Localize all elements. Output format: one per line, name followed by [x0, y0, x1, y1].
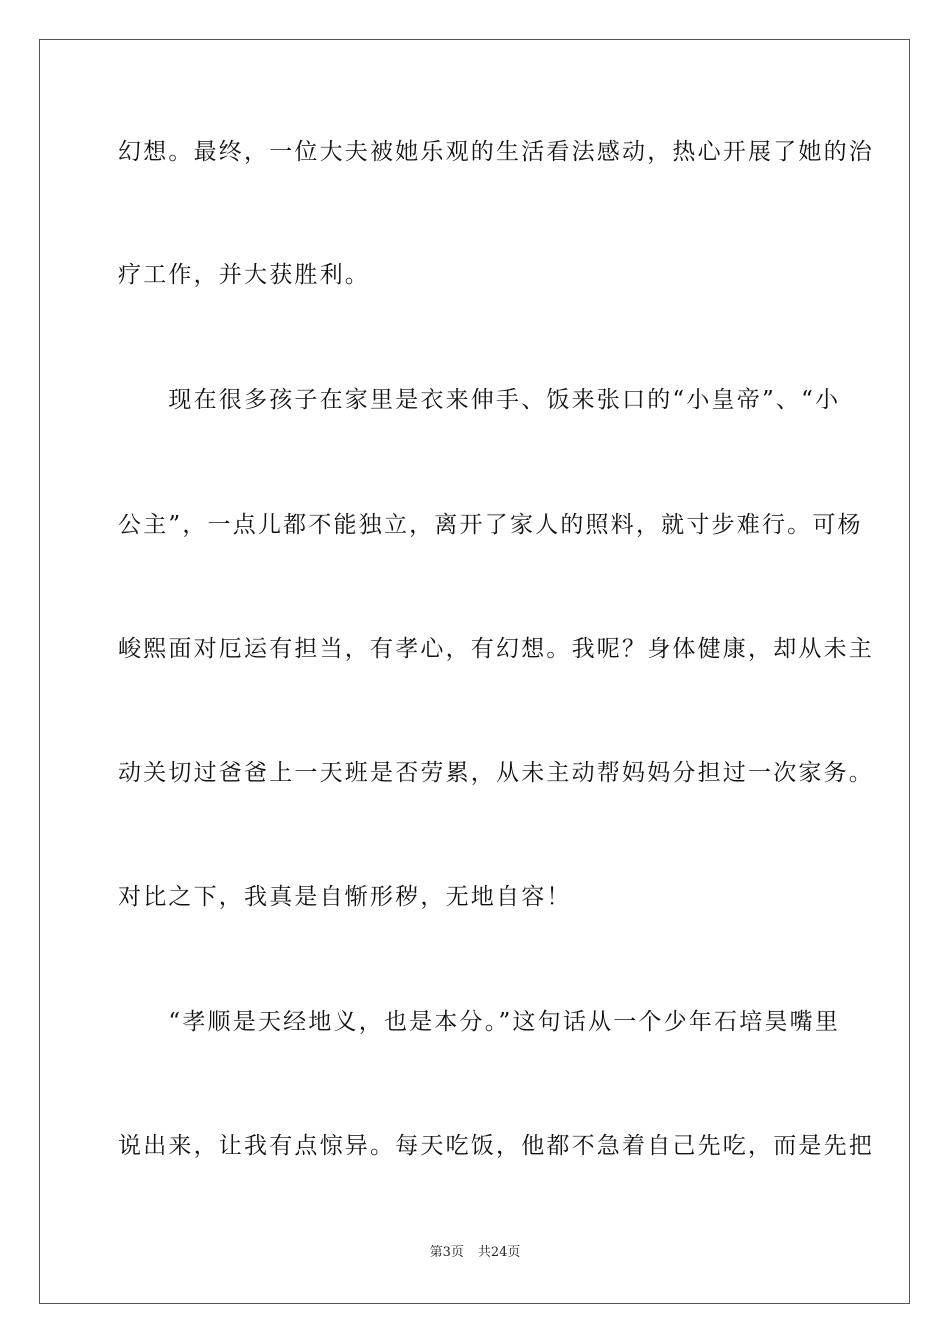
text-line: 对比之下，我真是自惭形秽，无地自容！ [118, 884, 572, 910]
text-line: 说出来，让我有点惊异。每天吃饭，他都不急着自己先吃，而是先把 [118, 1133, 874, 1159]
page-number: 第3页 [429, 1245, 464, 1260]
text-line: 现在很多孩子在家里是衣来伸手、饭来张口的“小皇帝”、“小 [118, 387, 841, 413]
page-footer [0, 1244, 950, 1262]
text-line: 幻想。最终，一位大夫被她乐观的生活看法感动，热心开展了她的治 [118, 139, 874, 165]
text-line: 动关切过爸爸上一天班是否劳累，从未主动帮妈妈分担过一次家务。 [118, 760, 874, 786]
page-total: 共24页 [477, 1245, 521, 1260]
text-line: 峻熙面对厄运有担当，有孝心，有幻想。我呢？身体健康，却从未主 [118, 636, 874, 662]
text-line: 疗工作，并大获胜利。 [118, 262, 370, 288]
page-border [39, 39, 910, 1304]
text-line: 公主”，一点儿都不能独立，离开了家人的照料，就寸步难行。可杨 [118, 512, 863, 538]
text-line: “孝顺是天经地义，也是本分。”这句话从一个少年石培昊嘴里 [118, 1009, 841, 1035]
